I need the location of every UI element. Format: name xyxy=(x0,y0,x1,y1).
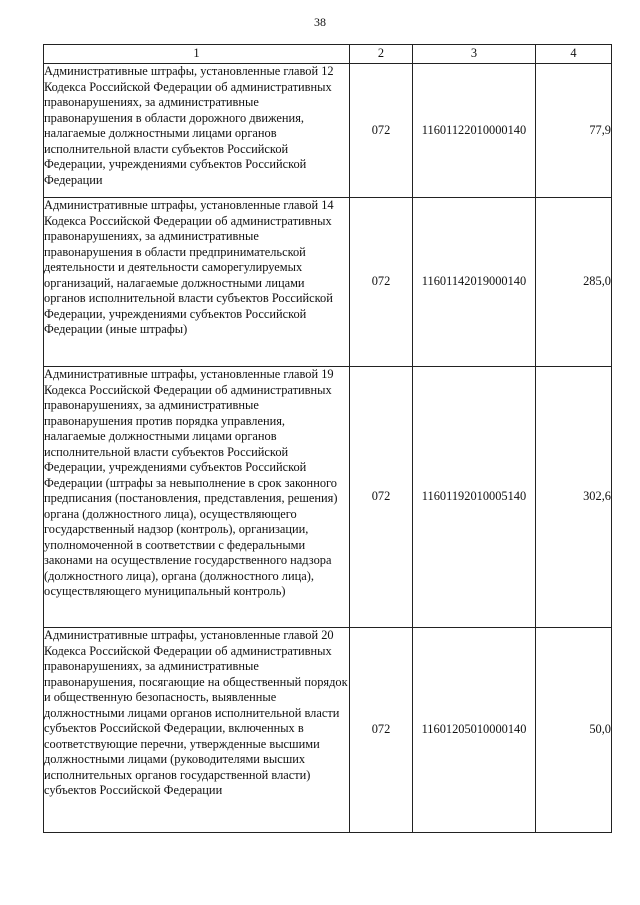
table-row xyxy=(44,64,612,198)
page-number: 38 xyxy=(314,15,326,29)
row-budget-code: 11601192010005140 xyxy=(413,367,536,628)
table-row xyxy=(44,198,612,367)
row-amount: 50,0 xyxy=(536,628,612,833)
column-header-2: 2 xyxy=(350,45,413,64)
table-row xyxy=(44,367,612,628)
row-budget-code: 11601122010000140 xyxy=(413,64,536,198)
row-admin-code: 072 xyxy=(350,628,413,833)
row-admin-code: 072 xyxy=(350,367,413,628)
table-row xyxy=(44,628,612,833)
column-header-1: 1 xyxy=(44,45,350,64)
row-description: Административные штрафы, установленные главой 14 Кодекса Российской Федерации об административных правонарушениях, за административные правонарушения в области предпринимательской деятельности и деятельности саморегулируемых организаций, налагаемые должностными лицами органов исполнительной власти субъектов Российской Федерации, учреждениями субъектов Российской Федерации (иные штрафы) xyxy=(44,198,350,367)
table-header-row xyxy=(44,45,612,64)
row-budget-code: 11601205010000140 xyxy=(413,628,536,833)
row-admin-code: 072 xyxy=(350,64,413,198)
row-admin-code: 072 xyxy=(350,198,413,367)
column-header-3: 3 xyxy=(413,45,536,64)
row-description: Административные штрафы, установленные главой 19 Кодекса Российской Федерации об административных правонарушениях, за административные правонарушения против порядка управления, налагаемые должностными лицами органов исполнительной власти субъектов Российской Федерации, учреждениями субъектов Российской Федерации (штрафы за невыполнение в срок законного предписания (постановления, представления, решения) органа (должностного лица), осуществляющего государственный надзор (контроль), организации, уполномоченной в соответствии с федеральными законами на осуществление государственного надзора (должностного лица), органа (должностного лица), осуществляющего муниципальный контроль) xyxy=(44,367,350,628)
column-header-4: 4 xyxy=(536,45,612,64)
row-description: Административные штрафы, установленные главой 12 Кодекса Российской Федерации об административных правонарушениях, за административные правонарушения в области дорожного движения, налагаемые должностными лицами органов исполнительной власти субъектов Российской Федерации, учреждениями субъектов Российской Федерации xyxy=(44,64,350,198)
revenue-table xyxy=(43,44,612,833)
row-amount: 285,0 xyxy=(536,198,612,367)
row-amount: 302,6 xyxy=(536,367,612,628)
row-description: Административные штрафы, установленные главой 20 Кодекса Российской Федерации об административных правонарушениях, за административные правонарушения, посягающие на общественный порядок и общественную безопасность, выявленные должностными лицами органов исполнительной власти субъектов Российской Федерации, включенных в соответствующие перечни, утвержденные высшими должностными лицами (руководителями высших исполнительных органов государственной власти) субъектов Российской Федерации xyxy=(44,628,350,833)
row-amount: 77,9 xyxy=(536,64,612,198)
row-budget-code: 11601142019000140 xyxy=(413,198,536,367)
